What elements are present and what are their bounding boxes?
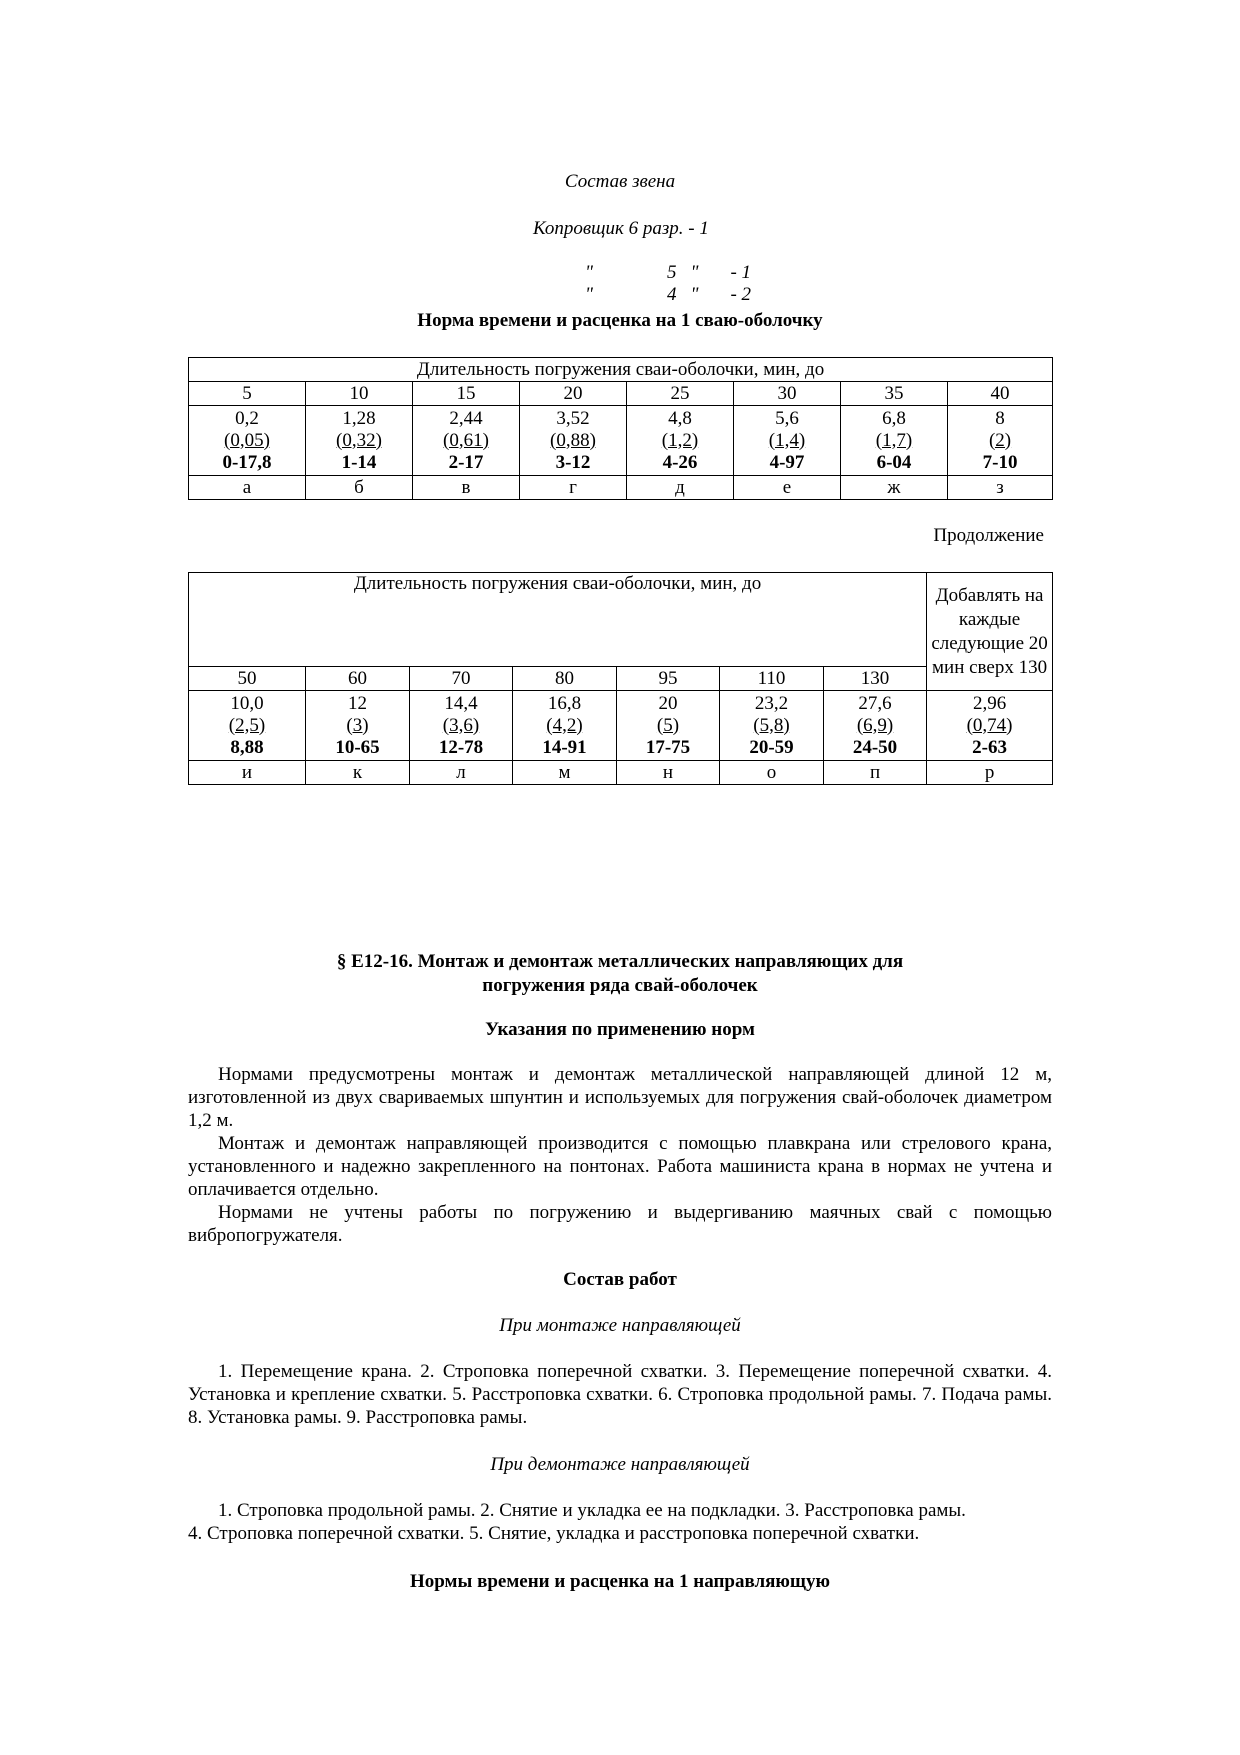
guidance-heading: Указания по применению норм xyxy=(485,1019,755,1040)
dismount-heading: При демонтаже направляющей xyxy=(490,1454,750,1475)
table2-extra-header: Добавлять на каждые следующие 20 мин сверх 130 xyxy=(927,573,1053,691)
table2-col-head: 130 xyxy=(824,667,927,691)
machine-time: (6,9) xyxy=(856,714,894,736)
rate: 17-75 xyxy=(645,736,691,758)
time-norm: 20 xyxy=(658,692,678,714)
table2-value-cell xyxy=(189,691,306,761)
table2-value-cell xyxy=(306,691,410,761)
time-norm: 6,8 xyxy=(882,407,906,429)
table2-letter: л xyxy=(410,761,513,785)
machine-time: (4,2) xyxy=(546,714,583,736)
time-norm: 5,6 xyxy=(775,407,799,429)
table1-col-head: 15 xyxy=(413,382,520,406)
rate: 14-91 xyxy=(542,736,587,758)
machine-time: (1,7) xyxy=(875,429,913,451)
table2-value-cell xyxy=(513,691,617,761)
table1-value-cell xyxy=(413,406,520,476)
table1-letter: в xyxy=(413,476,520,500)
rate: 2-63 xyxy=(972,736,1007,758)
table1-letter: б xyxy=(306,476,413,500)
table1-header: Длительность погружения сваи-оболочки, мин, до xyxy=(189,358,1053,382)
table1-value-cell xyxy=(841,406,948,476)
machine-time: (5,8) xyxy=(753,714,790,736)
crew-count: - 2 xyxy=(730,284,752,305)
machine-time: (2,5) xyxy=(228,714,266,736)
section-title xyxy=(188,950,1052,998)
table2-letter: к xyxy=(306,761,410,785)
continuation-label: Продолжение xyxy=(933,525,1044,546)
machine-time: (1,2) xyxy=(661,429,699,451)
table1-value-cell xyxy=(734,406,841,476)
table2-value-cell xyxy=(824,691,927,761)
guidance-paragraph: Нормами предусмотрены монтаж и демонтаж металлической направляющей длиной 12 м, изготовленной из двух свариваемых шпунтин и используемых для погружения свай-оболочек диаметром 1,2 м. xyxy=(188,1064,1052,1131)
table2-value-cell xyxy=(617,691,720,761)
rate: 1-14 xyxy=(341,451,377,473)
rate: 8,88 xyxy=(230,736,264,758)
table1-col-head: 25 xyxy=(627,382,734,406)
time-norm: 12 xyxy=(348,692,367,714)
mount-paragraph: 1. Перемещение крана. 2. Строповка поперечной схватки. 3. Перемещение поперечной схватки. 4. Установка и крепление схватки. 5. Расстроповка схватки. 6. Строповка продольной рамы. 7. Подача рамы. 8. Установка рамы. 9. Расстроповка рамы. xyxy=(188,1361,1052,1428)
table2-letter: н xyxy=(617,761,720,785)
table2-col-head: 60 xyxy=(306,667,410,691)
machine-time: (0,05) xyxy=(224,429,270,451)
guidance-paragraph: Монтаж и демонтаж направляющей производится с помощью плавкрана или стрелового крана, установленного и надежно закрепленного на понтонах. Работа машиниста крана в нормах не учтена и оплачивается отдельно. xyxy=(188,1133,1052,1200)
table1-value-cell xyxy=(948,406,1053,476)
rate: 7-10 xyxy=(982,451,1018,473)
machine-time: (0,61) xyxy=(443,429,489,451)
table2-col-head: 70 xyxy=(410,667,513,691)
table2-col-head: 80 xyxy=(513,667,617,691)
table1-letter: ж xyxy=(841,476,948,500)
table1-col-head: 35 xyxy=(841,382,948,406)
rate: 12-78 xyxy=(438,736,484,758)
machine-time: (3) xyxy=(346,714,369,736)
time-norm: 0,2 xyxy=(235,407,259,429)
section-title-line-2: погружения ряда свай-оболочек xyxy=(482,975,758,996)
dismount-line-1: 1. Строповка продольной рамы. 2. Снятие и укладка ее на подкладки. 3. Расстроповка рамы. xyxy=(218,1500,966,1521)
rate: 3-12 xyxy=(555,451,591,473)
guidance-paragraph: Нормами не учтены работы по погружению и выдергиванию маячных свай с помощью вибропогружателя. xyxy=(188,1202,1052,1246)
dismount-text xyxy=(188,1499,1052,1545)
table1-value-cell xyxy=(306,406,413,476)
machine-time: (0,32) xyxy=(336,429,382,451)
table1-col-head: 5 xyxy=(189,382,306,406)
table2-letter: и xyxy=(189,761,306,785)
table2-header: Длительность погружения сваи-оболочки, мин, до xyxy=(189,573,927,667)
table1-letter: е xyxy=(734,476,841,500)
machine-time: (0,88) xyxy=(550,429,596,451)
norm-table-1 xyxy=(188,357,1053,500)
table2-col-head: 50 xyxy=(189,667,306,691)
table1-title: Норма времени и расценка на 1 сваю-оболочку xyxy=(417,310,823,331)
table2-letter: о xyxy=(720,761,824,785)
table2-col-head: 95 xyxy=(617,667,720,691)
rate: 4-97 xyxy=(769,451,805,473)
time-norm: 1,28 xyxy=(342,407,376,429)
table1-value-cell xyxy=(189,406,306,476)
section-title-line-1: § Е12-16. Монтаж и демонтаж металлических направляющих для xyxy=(336,951,904,972)
machine-time: (2) xyxy=(988,429,1012,451)
time-norm: 23,2 xyxy=(754,692,789,714)
time-norm: 2,44 xyxy=(449,407,483,429)
ditto-mark: " xyxy=(585,262,593,283)
table1-letter: г xyxy=(520,476,627,500)
rate: 10-65 xyxy=(335,736,380,758)
time-norm: 27,6 xyxy=(858,692,892,714)
rate: 20-59 xyxy=(749,736,794,758)
rate: 2-17 xyxy=(448,451,484,473)
time-norm: 14,4 xyxy=(444,692,478,714)
time-norm: 2,96 xyxy=(972,692,1007,714)
mount-heading: При монтаже направляющей xyxy=(499,1315,741,1336)
crew-count: - 1 xyxy=(730,262,752,283)
table2-col-head: 110 xyxy=(720,667,824,691)
time-norm: 10,0 xyxy=(230,692,264,714)
rate: 4-26 xyxy=(662,451,698,473)
table2-letter: м xyxy=(513,761,617,785)
machine-time: (1,4) xyxy=(768,429,806,451)
table1-letter: з xyxy=(948,476,1053,500)
ditto-mark: " xyxy=(585,284,593,305)
work-heading: Состав работ xyxy=(563,1269,677,1290)
crew-grade: 5 xyxy=(666,262,677,283)
time-norm: 8 xyxy=(995,407,1005,429)
time-norm: 3,52 xyxy=(556,407,590,429)
crew-line-1: Копровщик 6 разр. - 1 xyxy=(533,218,709,239)
table1-letter: д xyxy=(627,476,734,500)
time-norm: 16,8 xyxy=(547,692,582,714)
machine-time: (3,6) xyxy=(442,714,480,736)
table2-value-cell xyxy=(410,691,513,761)
rate: 6-04 xyxy=(876,451,912,473)
table1-col-head: 20 xyxy=(520,382,627,406)
rate: 0-17,8 xyxy=(222,451,272,473)
table2-letter: р xyxy=(927,761,1053,785)
time-norm: 4,8 xyxy=(668,407,692,429)
table2-value-cell xyxy=(927,691,1053,761)
table1-value-cell xyxy=(627,406,734,476)
table1-col-head: 40 xyxy=(948,382,1053,406)
mount-text xyxy=(188,1360,1052,1429)
table1-col-head: 10 xyxy=(306,382,413,406)
ditto-mark: " xyxy=(690,262,699,283)
rate: 24-50 xyxy=(852,736,898,758)
guidance-text xyxy=(188,1063,1052,1247)
dismount-line-2: 4. Строповка поперечной схватки. 5. Снятие, укладка и расстроповка поперечной схватки. xyxy=(188,1523,920,1544)
table1-value-cell xyxy=(520,406,627,476)
table2-letter: п xyxy=(824,761,927,785)
table1-letter: а xyxy=(189,476,306,500)
machine-time: (5) xyxy=(656,714,680,736)
table1-col-head: 30 xyxy=(734,382,841,406)
ditto-mark: " xyxy=(690,284,699,305)
machine-time: (0,74) xyxy=(966,714,1013,736)
final-heading: Нормы времени и расценка на 1 направляющую xyxy=(410,1571,830,1592)
norm-table-2 xyxy=(188,572,1053,785)
table2-value-cell xyxy=(720,691,824,761)
crew-heading: Состав звена xyxy=(564,171,676,192)
crew-grade: 4 xyxy=(666,284,677,305)
